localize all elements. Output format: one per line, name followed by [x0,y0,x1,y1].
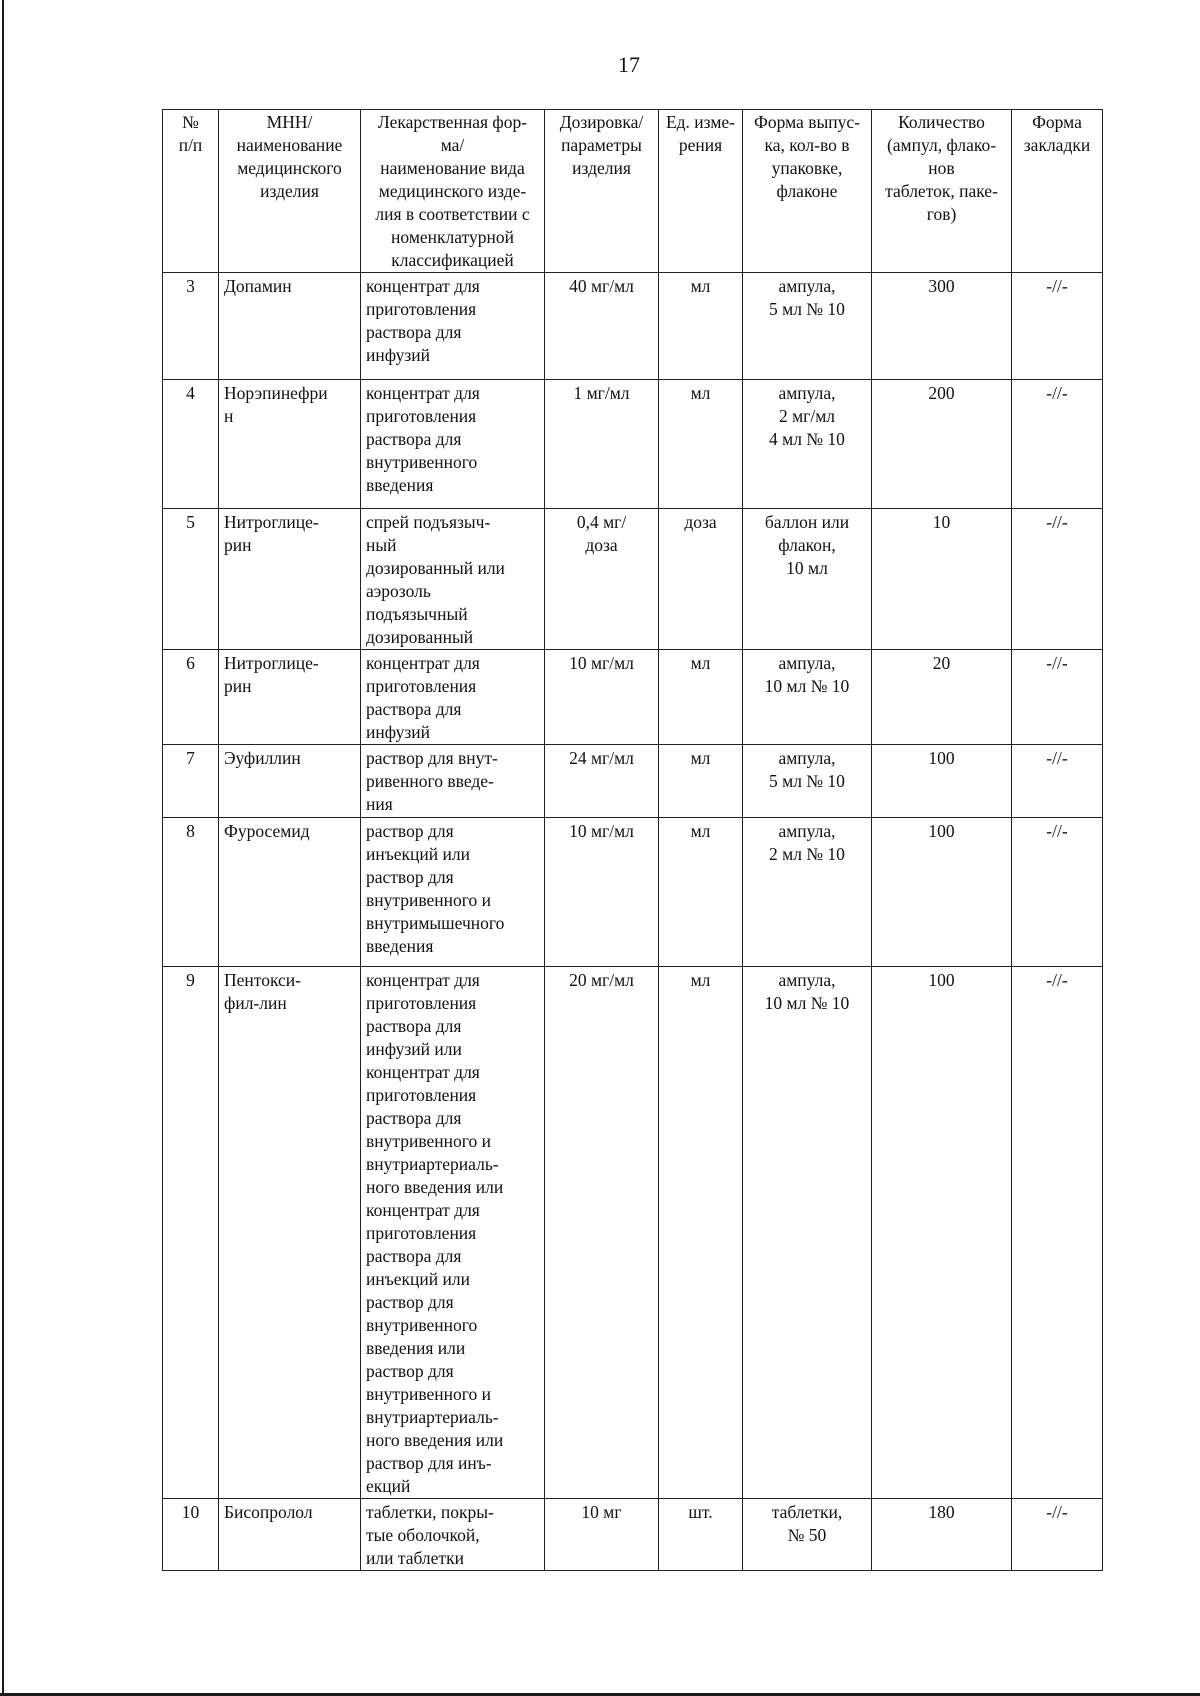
row-dosage-form: раствор для внут- ривенного введе- ния [361,745,545,818]
row-inn-name: Нитроглице- рин [219,509,361,650]
row-quantity: 300 [872,273,1012,380]
row-dosage: 10 мг [545,1499,659,1571]
row-release-form: баллон или флакон, 10 мл [743,509,872,650]
page-number: 17 [618,52,640,77]
row-dosage: 0,4 мг/ доза [545,509,659,650]
row-release-form: ампула, 2 мл № 10 [743,818,872,967]
header-quantity: Количество (ампул, флако- нов таблеток, паке- гов) [872,110,1012,273]
table-row [163,1499,1103,1571]
row-quantity: 180 [872,1499,1012,1571]
row-dosage-form: концентрат для приготовления раствора для внутривенного введения [361,380,545,509]
row-inn-name: Фуросемид [219,818,361,967]
row-unit: мл [659,818,743,967]
row-dosage-form: таблетки, покры- тые оболочкой, или таблетки [361,1499,545,1571]
row-number: 10 [163,1499,219,1571]
row-unit: мл [659,745,743,818]
row-dosage-form: концентрат для приготовления раствора для инфузий или концентрат для приготовления раствора для внутривенного и внутриартериаль- ного введения или концентрат для приготовления раствора для инъекций или раствор для внутривенного введения или раствор для внутривенного и внутриартериаль- ного введения или раствор для инъ- екций [361,967,545,1499]
table-row [163,818,1103,967]
row-unit: мл [659,650,743,745]
header-number: № п/п [163,110,219,273]
row-dosage-form: раствор для инъекций или раствор для внутривенного и внутримышечного введения [361,818,545,967]
scan-border-left [2,0,4,1696]
row-release-form: ампула, 2 мг/мл 4 мл № 10 [743,380,872,509]
row-dosage: 10 мг/мл [545,818,659,967]
row-number: 8 [163,818,219,967]
row-inn-name: Допамин [219,273,361,380]
table-row [163,380,1103,509]
row-quantity: 100 [872,967,1012,1499]
row-tab-form: -//- [1012,509,1103,650]
row-inn-name: Пентокси- фил-лин [219,967,361,1499]
table-row [163,273,1103,380]
table-header-row [163,110,1103,273]
row-dosage: 10 мг/мл [545,650,659,745]
row-dosage: 24 мг/мл [545,745,659,818]
row-quantity: 100 [872,745,1012,818]
row-number: 7 [163,745,219,818]
row-number: 9 [163,967,219,1499]
row-number: 4 [163,380,219,509]
row-tab-form: -//- [1012,818,1103,967]
row-quantity: 20 [872,650,1012,745]
row-release-form: ампула, 10 мл № 10 [743,650,872,745]
row-dosage-form: концентрат для приготовления раствора для инфузий [361,650,545,745]
row-release-form: ампула, 10 мл № 10 [743,967,872,1499]
row-quantity: 10 [872,509,1012,650]
row-inn-name: Нитроглице- рин [219,650,361,745]
row-inn-name: Норэпинефри н [219,380,361,509]
row-tab-form: -//- [1012,967,1103,1499]
row-release-form: ампула, 5 мл № 10 [743,273,872,380]
table-row [163,509,1103,650]
row-tab-form: -//- [1012,380,1103,509]
header-tab-form: Форма закладки [1012,110,1103,273]
row-unit: мл [659,967,743,1499]
row-number: 6 [163,650,219,745]
row-unit: доза [659,509,743,650]
row-quantity: 100 [872,818,1012,967]
header-dosage-form: Лекарственная фор- ма/ наименование вида медицинского изде- лия в соответствии с номенклатурной классификацией [361,110,545,273]
row-inn-name: Эуфиллин [219,745,361,818]
row-number: 5 [163,509,219,650]
row-release-form: таблетки, № 50 [743,1499,872,1571]
row-dosage: 20 мг/мл [545,967,659,1499]
table-row [163,745,1103,818]
header-unit: Ед. изме- рения [659,110,743,273]
row-tab-form: -//- [1012,273,1103,380]
medication-table [162,109,1103,1571]
row-tab-form: -//- [1012,1499,1103,1571]
header-inn-name: МНН/ наименование медицинского изделия [219,110,361,273]
row-tab-form: -//- [1012,745,1103,818]
row-unit: мл [659,380,743,509]
row-dosage: 1 мг/мл [545,380,659,509]
row-dosage-form: спрей подъязыч- ный дозированный или аэрозоль подъязычный дозированный [361,509,545,650]
row-dosage-form: концентрат для приготовления раствора для инфузий [361,273,545,380]
row-number: 3 [163,273,219,380]
row-dosage: 40 мг/мл [545,273,659,380]
row-unit: мл [659,273,743,380]
row-tab-form: -//- [1012,650,1103,745]
row-quantity: 200 [872,380,1012,509]
header-release-form: Форма выпус- ка, кол-во в упаковке, флаконе [743,110,872,273]
table-row [163,650,1103,745]
row-inn-name: Бисопролол [219,1499,361,1571]
row-unit: шт. [659,1499,743,1571]
table-row [163,967,1103,1499]
row-release-form: ампула, 5 мл № 10 [743,745,872,818]
header-dosage: Дозировка/ параметры изделия [545,110,659,273]
